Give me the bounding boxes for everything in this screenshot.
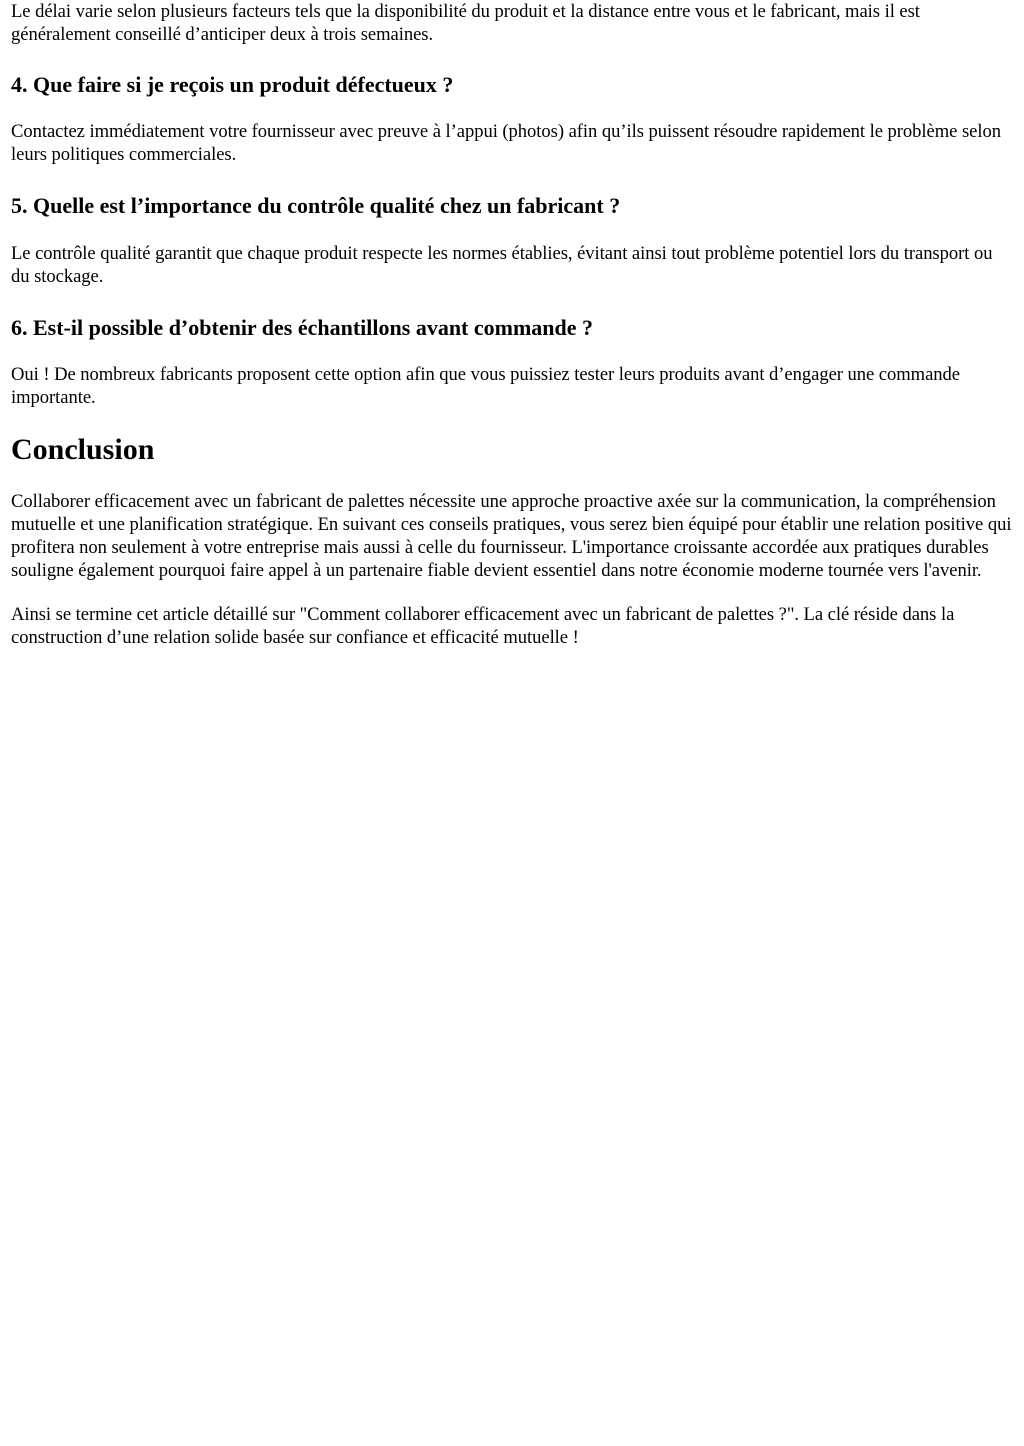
- conclusion-paragraph-1: Collaborer efficacement avec un fabricant de palettes nécessite une approche proactive axée sur la communication, la compréhension mutuelle et une planification stratégique. En suivant ces conseils pratiques, vous serez bien équipé pour établir une relation positive qui profitera non seulement à votre entreprise mais aussi à celle du fournisseur. L'importance croissante accordée aux pratiques durables souligne également pourquoi faire appel à un partenaire fiable devient essentiel dans notre économie moderne tournée vers l'avenir.: [11, 491, 1012, 581]
- conclusion-heading: Conclusion: [11, 433, 155, 466]
- faq-question-6: 6. Est-il possible d’obtenir des échantillons avant commande ?: [11, 315, 594, 340]
- conclusion-paragraph-2: Ainsi se termine cet article détaillé sur "Comment collaborer efficacement avec un fabricant de palettes ?". La clé réside dans la construction d’une relation solide basée sur confiance et efficacité mutuelle !: [11, 604, 955, 648]
- article-body: [0, 0, 1024, 649]
- faq-answer-6: Oui ! De nombreux fabricants proposent cette option afin que vous puissiez tester leurs produits avant d’engager une commande importante.: [11, 364, 960, 408]
- intro-paragraph: Le délai varie selon plusieurs facteurs tels que la disponibilité du produit et la distance entre vous et le fabricant, mais il est généralement conseillé d’anticiper deux à trois semaines.: [11, 1, 920, 45]
- faq-answer-5: Le contrôle qualité garantit que chaque produit respecte les normes établies, évitant ainsi tout problème potentiel lors du transport ou du stockage.: [11, 243, 993, 287]
- faq-question-4: 4. Que faire si je reçois un produit défectueux ?: [11, 72, 454, 97]
- faq-answer-4: Contactez immédiatement votre fournisseur avec preuve à l’appui (photos) afin qu’ils puissent résoudre rapidement le problème selon leurs politiques commerciales.: [11, 121, 1001, 165]
- faq-question-5: 5. Quelle est l’importance du contrôle qualité chez un fabricant ?: [11, 193, 621, 218]
